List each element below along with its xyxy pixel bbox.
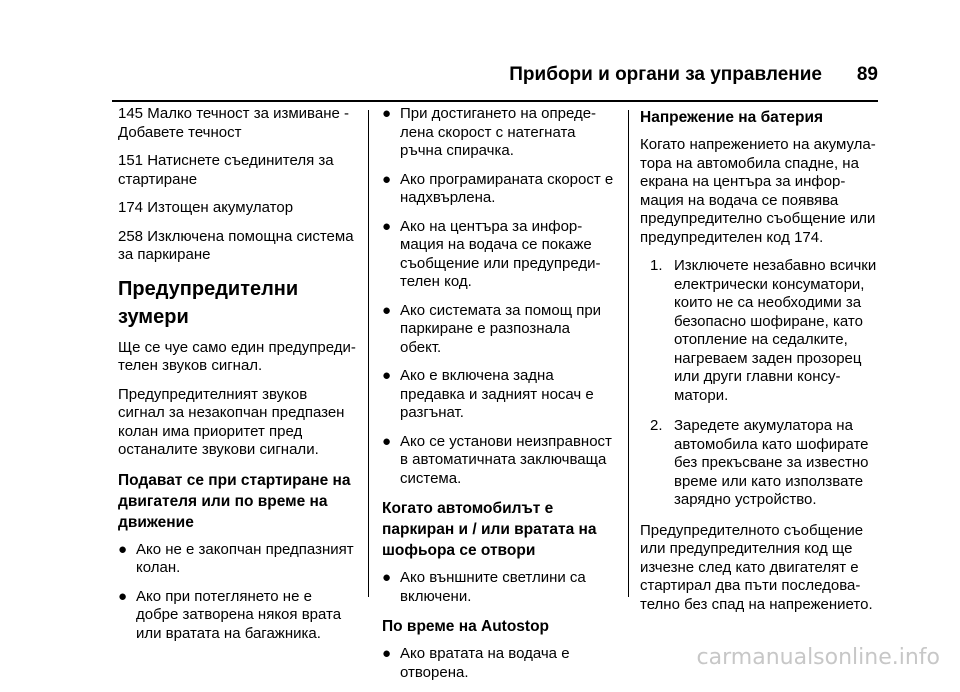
column-1 xyxy=(118,105,358,653)
list-item: ● При достигането на опреде-лена скорост с натегната ръчна спирачка. xyxy=(382,105,597,159)
bullet-icon: ● xyxy=(382,170,392,188)
column-2 xyxy=(382,105,614,692)
page-header xyxy=(0,64,878,92)
step-number: 1. xyxy=(650,257,663,274)
page-number: 89 xyxy=(856,64,878,85)
paragraph-battery-outro: Предупредителното съобщение или предупредителния код ще изчезне след като двигателят е стартирал два пъти последова-телно без спад на напрежението. xyxy=(640,521,873,613)
list-item: ● Ако не е закопчан предпазният колан. xyxy=(118,540,354,576)
list-item: ● Ако на центъра за инфор-мация на водача се покаже съобщение или предупреди-телен код. xyxy=(382,217,601,290)
column-divider xyxy=(368,110,369,597)
bullet-icon: ● xyxy=(382,217,392,235)
step-text: Заредете акумулатора на автомобила като шофирате без прекъсване за известно време или като използвате зарядно устройство. xyxy=(674,417,869,508)
bullet-icon: ● xyxy=(382,301,392,319)
numbered-step xyxy=(650,417,878,510)
subheading-autostop: По време на Autostop xyxy=(382,618,550,635)
bullet-icon: ● xyxy=(118,540,128,558)
list-item: ● Ако вратата на водача е отворена. xyxy=(382,645,570,681)
subheading-engine-start: Подават се при стартиране на двигателя или по време на движение xyxy=(118,471,351,531)
bullet-icon: ● xyxy=(382,105,392,122)
list-item: ● Ако външните светлини са включени. xyxy=(382,569,586,605)
bullet-icon: ● xyxy=(382,432,392,450)
column-divider xyxy=(628,110,629,597)
bullet-icon: ● xyxy=(382,367,392,384)
column-3 xyxy=(640,105,878,624)
list-item: ● Ако при потеглянето не е добре затворена някоя врата или вратата на багажника. xyxy=(118,587,342,642)
bullet-icon: ● xyxy=(382,645,392,662)
step-number: 2. xyxy=(650,417,663,434)
step-text: Изключете незабавно всички електрически консуматори, които не са необходими за безопасно шофиране, като отопление на седалките, нагреваем заден прозорец или други главни консу-матори. xyxy=(674,257,877,404)
paragraph-seatbelt-priority: Предупредителният звуков сигнал за незакопчан предпазен колан има приоритет пред останалите звукови сигнали. xyxy=(118,385,345,458)
list-item: ● Ако се установи неизправност в автоматичната заключваща система. xyxy=(382,432,612,487)
code-151: 151 Натиснете съединителя за стартиране xyxy=(118,152,334,188)
section-heading-battery-voltage: Напрежение на батерия xyxy=(640,109,824,126)
code-174: 174 Изтощен акумулатор xyxy=(118,199,294,216)
watermark: carmanualsonline.info xyxy=(696,645,940,670)
list-item: ● Ако системата за помощ при паркиране е разпознала обект. xyxy=(382,301,602,356)
section-heading-warning-chimes: Предупредителни зумери xyxy=(118,277,299,328)
subheading-parked: Когато автомобилът е паркиран и / или вратата на шофьора се отвори xyxy=(382,500,597,559)
bullet-icon: ● xyxy=(118,587,128,605)
list-item: ● Ако програмираната скорост е надхвърлена. xyxy=(382,170,614,206)
header-rule xyxy=(112,100,878,102)
code-258: 258 Изключена помощна система за паркиране xyxy=(118,227,354,263)
page-title: Прибори и органи за управление xyxy=(509,64,822,85)
paragraph-battery-intro: Когато напрежението на акумула-тора на автомобила спадне, на екрана на центъра за инфор-мация на водача се появява предупредително съобщение или предупредителен код 174. xyxy=(640,136,876,246)
code-145: 145 Малко течност за измиване - Добавете течност xyxy=(118,105,349,141)
bullet-icon: ● xyxy=(382,569,392,586)
numbered-step xyxy=(650,257,878,405)
list-item: ● Ако е включена задна предавка и задният носач е разгънат. xyxy=(382,367,594,421)
paragraph-single-chime: Ще се чуе само един предупреди-телен звуков сигнал. xyxy=(118,338,356,374)
